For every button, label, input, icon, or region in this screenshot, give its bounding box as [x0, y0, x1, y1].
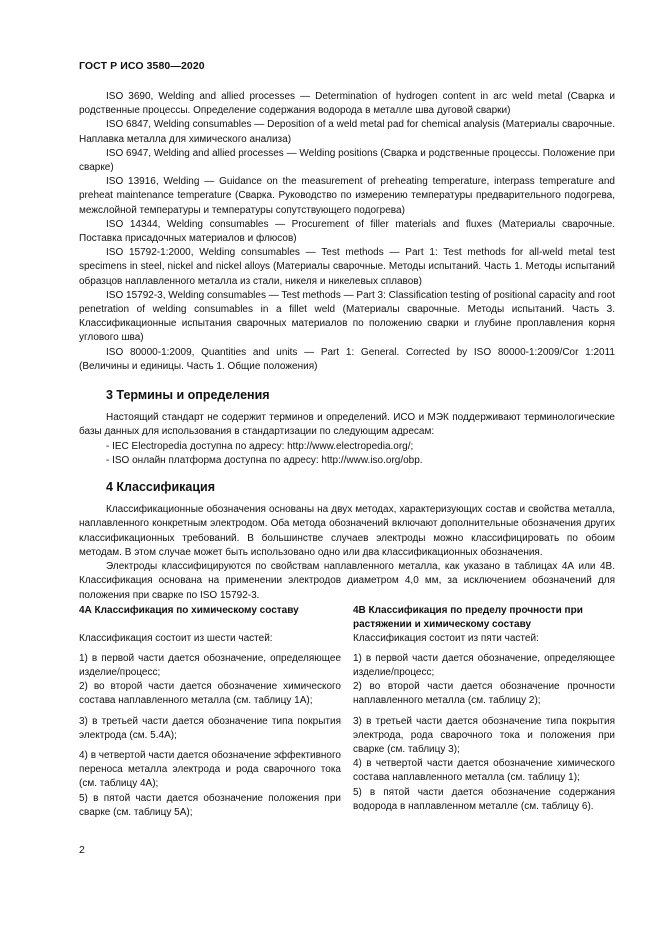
column-4a-intro: Классификация состоит из шести частей: — [79, 632, 273, 644]
section-3-text: Настоящий стандарт не содержит терминов и определений. ИСО и МЭК поддерживают терминологические базы данных для использования в стандартизации по следующим адресам: — [79, 412, 615, 438]
column-4b-item: 5) в пятой части дается обозначение содержания водорода в наплавленном металле (см. таблицу 6). — [353, 786, 615, 812]
section-4-paragraph-1: Классификационные обозначения основаны на двух методах, характеризующих состав и свойства металла, наплавленного конкретным электродом. Оба метода обозначений включают дополнительные обозначения других классификационных требований. В большинстве случаев электроды можно классифицировать по обоим методам. В этом случае может быть использовано одно или два классификационных обозначения. — [79, 504, 615, 558]
reference-item: ISO 15792-1:2000, Welding consumables — Test methods — Part 1: Test methods for all-weld metal test specimens in steel, nickel and nickel alloys (Материалы сварочные. Методы испытаний. Часть 1. Методы испытаний образцов наплавленного металла из стали, никеля и никелевых сплавов) — [79, 247, 615, 287]
column-4b-item: 2) во второй части дается обозначение прочности наплавленного металла (см. таблицу 2); — [353, 681, 615, 707]
column-4b-item: 3) в третьей части дается обозначение типа покрытия электрода, рода сварочного тока и положения при сварке (см. таблицу 3); — [353, 715, 615, 755]
section-3-heading: 3 Термины и определения — [106, 388, 270, 403]
references-list — [79, 90, 615, 374]
column-4a-item: 5) в пятой части дается обозначение положения при сварке (см. таблицу 5А); — [79, 792, 341, 818]
section-3-list-item: - IEC Electropedia доступна по адресу: http://www.electropedia.org/; — [106, 440, 414, 452]
column-4a-item: 2) во второй части дается обозначение химического состава наплавленного металла (см. таблицу 1А); — [79, 681, 341, 707]
section-4-paragraph-2: Электроды классифицируются по свойствам наплавленного металла, как указано в таблицах 4А или 4В. Классификация основана на применении электродов диаметром 4,0 мм, за исключением обозначений для положения при сварке по ISO 15792-3. — [79, 561, 615, 601]
column-4a-item: 1) в первой части дается обозначение, определяющее изделие/процесс; — [79, 652, 341, 678]
reference-item: ISO 6947, Welding and allied processes — Welding positions (Сварка и родственные процессы. Положение при сварке) — [79, 147, 615, 174]
reference-item: ISO 6847, Welding consumables — Deposition of a weld metal pad for chemical analysis (Материалы сварочные. Наплавка металла для химического анализа) — [79, 119, 615, 145]
classification-columns — [79, 604, 615, 820]
section-3-list-item: - ISO онлайн платформа доступна по адресу: http://www.iso.org/obp. — [106, 454, 423, 466]
column-4a-item: 3) в третьей части дается обозначение типа покрытия электрода (см. 5.4А); — [79, 715, 341, 741]
column-4b-item: 4) в четвертой части дается обозначение химического состава наплавленного металла (см. таблицу 1); — [353, 758, 615, 784]
section-4-heading: 4 Классификация — [106, 480, 216, 495]
column-4b — [353, 604, 615, 820]
reference-item: ISO 14344, Welding consumables — Procurement of filler materials and fluxes (Материалы сварочные. Поставка присадочных материалов и флюсов) — [79, 218, 615, 245]
page-number: 2 — [79, 844, 85, 856]
column-4a — [79, 604, 341, 820]
reference-item: ISO 3690, Welding and allied processes — Determination of hydrogen content in arc weld metal (Сварка и родственные процессы. Определение содержания водорода в металле шва дуговой сварки) — [79, 91, 615, 117]
column-4b-title: 4В Классификация по пределу прочности при растяжении и химическому составу — [353, 604, 583, 630]
column-4a-title: 4А Классификация по химическому составу — [79, 604, 299, 616]
document-body — [79, 90, 615, 820]
column-4b-intro: Классификация состоит из пяти частей: — [353, 632, 539, 644]
column-4b-item: 1) в первой части дается обозначение, определяющее изделие/процесс; — [353, 652, 615, 678]
reference-item: ISO 15792-3, Welding consumables — Test methods — Part 3: Classification testing of positional capacity and root penetration of welding consumables in a fillet weld (Материалы сварочные. Методы испытаний. Часть 3. Классификационные испытания сварочных материалов по положению сварки и глубине проплавления корня углового шва) — [79, 289, 615, 344]
document-header: ГОСТ Р ИСО 3580—2020 — [79, 60, 205, 72]
reference-item: ISO 80000-1:2009, Quantities and units — Part 1: General. Corrected by ISO 80000-1:2009/Cor 1:2011 (Величины и единицы. Часть 1. Общие положения) — [79, 346, 615, 372]
column-4a-item: 4) в четвертой части дается обозначение эффективного переноса металла электрода и рода сварочного тока (см. таблицу 4А); — [79, 749, 341, 790]
reference-item: ISO 13916, Welding — Guidance on the measurement of preheating temperature, interpass temperature and preheat maintenance temperature (Сварка. Руководство по измерению температуры предварительного подогрева, межслойной температуры и температуры сопутствующего подогрева) — [79, 176, 615, 216]
